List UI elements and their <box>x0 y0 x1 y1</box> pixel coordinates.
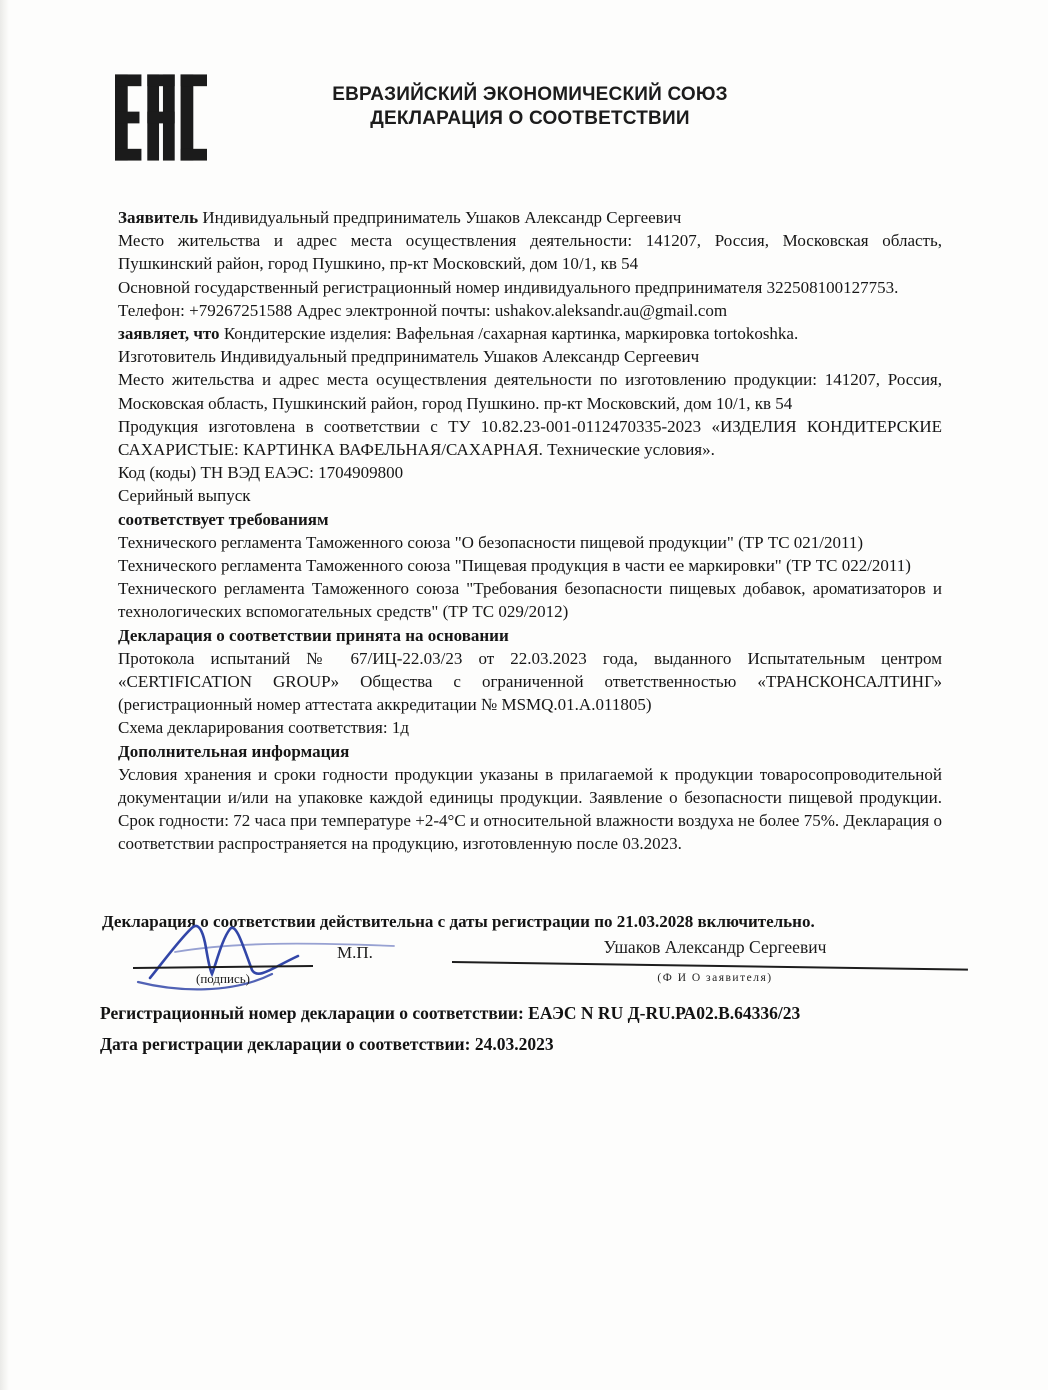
stamp-placeholder-label: М.П. <box>337 943 373 962</box>
validity-statement: Декларация о соответствии действительна с даты регистрации по 21.03.2028 включительно. <box>102 912 815 931</box>
applicant-label: Заявитель <box>118 208 199 227</box>
heading-complies-with: соответствует требованиям <box>118 509 329 529</box>
title-line-declaration: ДЕКЛАРАЦИЯ О СООТВЕТСТВИИ <box>370 108 690 129</box>
registration-date-line: Дата регистрации декларации о соответствии: 24.03.2023 <box>100 1034 554 1054</box>
paragraph-manufacture-address: Место жительства и адрес места осуществления деятельности по изготовлению продукции: 141207, Россия, Московская область, Пушкинский район, город Пушкино. пр-кт Московский, дом 10/1, кв 54 <box>118 370 942 413</box>
document-title <box>240 83 820 131</box>
declares-label: заявляет, что <box>118 324 220 344</box>
paragraph-contacts: Телефон: +79267251588 Адрес электронной почты: ushakov.aleksandr.au@gmail.com <box>118 300 728 320</box>
full-name-line <box>452 961 968 971</box>
heading-declaration-basis: Декларация о соответствии принята на основании <box>118 625 509 645</box>
full-name-caption: (Ф И О заявителя) <box>657 972 773 984</box>
paragraph-storage-conditions: Условия хранения и сроки годности продукции указаны в прилагаемой к продукции товаросопроводительной документации и/или на упаковке каждой единицы продукции. Заявление о безопасности пищевой продукции. Срок годности: 72 часа при температуре +2-4°С и относительной влажности воздуха не более 75%. Декларация о соответствии распространяется на продукцию, изготовленную после 03.2023. <box>118 764 942 854</box>
paragraph-manufacturer: Изготовитель Индивидуальный предприниматель Ушаков Александр Сергеевич <box>118 347 700 367</box>
eac-logo <box>115 74 207 161</box>
paragraph-declaration-scheme: Схема декларирования соответствия: 1д <box>118 718 409 738</box>
paragraph-serial-release: Серийный выпуск <box>118 486 251 506</box>
document-body <box>118 206 942 856</box>
signature-caption: (подпись) <box>196 971 250 986</box>
paragraph-tnved-code: Код (коды) ТН ВЭД ЕАЭС: 1704909800 <box>118 463 404 483</box>
paragraph-technical-conditions: Продукция изготовлена в соответствии с ТУ 10.82.23-001-0112470335-2023 «ИЗДЕЛИЯ КОНДИТЕРСКИЕ САХАРИСТЫЕ: КАРТИНКА ВАФЕЛЬНАЯ/САХАРНАЯ. Технические условия». <box>118 416 942 460</box>
paragraph-tr-ts-021: Технического регламента Таможенного союза "О безопасности пищевой продукции" (ТР ТС 021/2011) <box>118 532 864 552</box>
paragraph-test-protocol: Протокола испытаний № 67/ИЦ-22.03/23 от 22.03.2023 года, выданного Испытательным центром «CERTIFICATION GROUP» Общества с ограниченной ответственностью «ТРАНСКОНСАЛТИНГ» (регистрационный номер аттестата аккредитации № MSMQ.01.A.011805) <box>118 648 942 715</box>
paragraph-ogrn: Основной государственный регистрационный номер индивидуального предпринимателя 322508100127753. <box>118 277 899 297</box>
title-line-union: ЕВРАЗИЙСКИЙ ЭКОНОМИЧЕСКИЙ СОЮЗ <box>332 84 728 105</box>
paragraph-declares: заявляет, что Кондитерские изделия: Вафельная /сахарная картинка, маркировка tortokoshka. <box>118 324 799 344</box>
scan-edge-shadow <box>0 0 9 1390</box>
paragraph-tr-ts-022: Технического регламента Таможенного союза "Пищевая продукция в части ее маркировки" (ТР ТС 022/2011) <box>118 556 911 576</box>
heading-additional-info: Дополнительная информация <box>118 741 350 761</box>
applicant-full-name: Ушаков Александр Сергеевич <box>603 937 827 957</box>
paragraph-tr-ts-029: Технического регламента Таможенного союза "Требования безопасности пищевых добавок, ароматизаторов и технологических вспомогательных средств" (ТР ТС 029/2012) <box>118 579 942 622</box>
registration-number-line: Регистрационный номер декларации о соответствии: ЕАЭС N RU Д-RU.РА02.В.64336/23 <box>100 1003 801 1023</box>
registration-footer <box>100 1002 980 1064</box>
paragraph-applicant-address: Место жительства и адрес места осуществления деятельности: 141207, Россия, Московская область, Пушкинский район, город Пушкино, пр-кт Московский, дом 10/1, кв 54 <box>118 231 942 274</box>
paragraph-applicant: Заявитель Индивидуальный предприниматель Ушаков Александр Сергеевич <box>118 208 682 227</box>
